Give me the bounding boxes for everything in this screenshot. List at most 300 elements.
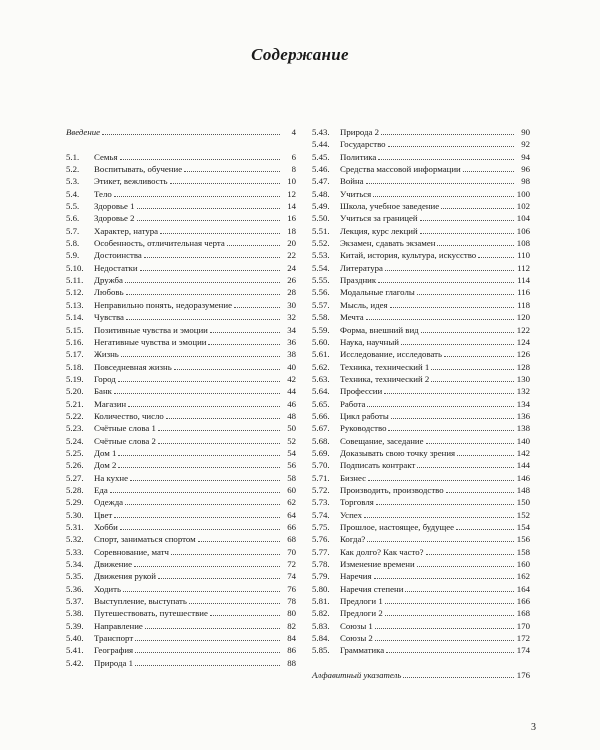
- toc-entry-text: Техника, технический 1: [340, 361, 430, 372]
- toc-entry[interactable]: [312, 151, 530, 163]
- leader-dots: [135, 632, 280, 641]
- toc-entry-page: 118: [517, 299, 530, 310]
- toc-entry-page: 170: [516, 620, 530, 631]
- toc-entry-text: Здоровье 1: [94, 201, 135, 212]
- toc-entry-page: 176: [516, 670, 530, 681]
- toc-entry[interactable]: [66, 324, 296, 336]
- toc-entry[interactable]: [312, 311, 530, 323]
- toc-entry-text: Воспитывать, обучение: [94, 164, 183, 175]
- toc-entry-page: 158: [516, 546, 530, 557]
- toc-entry-text: Путешествовать, путешествие: [94, 608, 208, 619]
- toc-entry[interactable]: [312, 225, 530, 237]
- toc-entry[interactable]: [312, 533, 530, 545]
- toc-entry[interactable]: [312, 447, 530, 459]
- leader-dots: [375, 620, 514, 629]
- toc-entry-text: Учиться за границей: [340, 213, 418, 224]
- toc-entry-page: 146: [516, 472, 530, 483]
- leader-dots: [135, 657, 280, 666]
- toc-right-list: [312, 126, 530, 657]
- toc-entry-text: Успех: [340, 509, 362, 520]
- leader-dots: [126, 311, 280, 320]
- toc-entry-page: 6: [291, 151, 296, 162]
- toc-entry[interactable]: [66, 175, 296, 187]
- toc-entry-text: Предлоги 1: [340, 596, 383, 607]
- toc-entry-text: Предлоги 2: [340, 608, 383, 619]
- toc-entry-number: 5.23.: [66, 423, 84, 434]
- toc-entry-page: 38: [287, 349, 296, 360]
- toc-entry[interactable]: [312, 558, 530, 570]
- toc-entry-text: Союзы 2: [340, 633, 373, 644]
- toc-entry[interactable]: [312, 509, 530, 521]
- toc-entry[interactable]: [66, 410, 296, 422]
- toc-entry-page: 42: [287, 373, 296, 384]
- toc-entry-number: 5.5.: [66, 201, 80, 212]
- toc-entry-page: 120: [516, 312, 530, 323]
- leader-dots: [375, 632, 514, 641]
- toc-entry[interactable]: [312, 435, 530, 447]
- toc-entry[interactable]: [66, 632, 296, 644]
- toc-entry-number: 5.70.: [312, 460, 330, 471]
- leader-dots: [144, 249, 280, 258]
- leader-dots: [378, 151, 514, 160]
- toc-entry-text: Направление: [94, 620, 143, 631]
- toc-entry[interactable]: [66, 472, 296, 484]
- toc-entry-text: Этикет, вежливость: [94, 176, 168, 187]
- leader-dots: [367, 398, 514, 407]
- leader-dots: [160, 225, 280, 234]
- toc-entry[interactable]: [312, 410, 530, 422]
- toc-entry-page: 60: [287, 484, 296, 495]
- toc-entry-page: 92: [521, 139, 530, 150]
- toc-entry[interactable]: [66, 274, 296, 286]
- toc-entry-number: 5.26.: [66, 460, 84, 471]
- toc-entry-number: 5.14.: [66, 312, 84, 323]
- toc-entry-number: 5.75.: [312, 522, 330, 532]
- leader-dots: [390, 299, 514, 308]
- toc-entry-page: 126: [516, 349, 530, 360]
- toc-entry-text: Когда?: [340, 534, 366, 545]
- leader-dots: [456, 521, 514, 530]
- toc-entry-page: 136: [516, 410, 530, 421]
- toc-entry-page: 100: [516, 188, 530, 199]
- toc-entry[interactable]: [66, 644, 296, 656]
- leader-dots: [110, 484, 280, 493]
- toc-entry[interactable]: [66, 546, 296, 558]
- toc-entry-text: Средства массовой информации: [340, 164, 461, 175]
- toc-entry-text: Изменение времени: [340, 559, 415, 570]
- toc-entry-page: 62: [287, 497, 296, 508]
- leader-dots: [121, 348, 280, 357]
- toc-entry-number: 5.85.: [312, 645, 330, 656]
- toc-entry-text: Жизнь: [94, 349, 119, 360]
- toc-entry[interactable]: [66, 237, 296, 249]
- toc-entry-number: 5.16.: [66, 336, 84, 347]
- leader-dots: [120, 521, 280, 530]
- leader-dots: [174, 361, 280, 370]
- toc-entry[interactable]: [66, 336, 296, 348]
- toc-entry-page: 56: [287, 460, 296, 471]
- toc-entry-page: 156: [516, 534, 530, 545]
- leader-dots: [374, 570, 514, 579]
- toc-entry[interactable]: [66, 657, 296, 669]
- toc-entry[interactable]: [312, 200, 530, 212]
- toc-entry[interactable]: [312, 249, 530, 261]
- toc-entry-number: 5.13.: [66, 299, 84, 310]
- toc-entry-page: 154: [516, 522, 530, 532]
- toc-entry[interactable]: [66, 558, 296, 570]
- toc-entry[interactable]: [312, 398, 530, 410]
- toc-entry-number: 5.17.: [66, 349, 84, 360]
- toc-left-list: [66, 151, 296, 669]
- toc-entry-text: Работа: [340, 398, 366, 409]
- toc-entry-number: 5.61.: [312, 349, 330, 360]
- toc-entry-text: Прошлое, настоящее, будущее: [340, 522, 455, 532]
- toc-entry-text: Экзамен, сдавать экзамен: [340, 238, 436, 249]
- toc-entry[interactable]: [312, 583, 530, 595]
- toc-entry[interactable]: [66, 299, 296, 311]
- toc-entry[interactable]: [312, 632, 530, 644]
- toc-entry-page: 134: [516, 398, 530, 409]
- leader-dots: [210, 607, 280, 616]
- toc-entry-page: 116: [517, 287, 530, 298]
- toc-entry-page: 64: [287, 509, 296, 520]
- toc-entry-number: 5.77.: [312, 546, 330, 557]
- toc-entry-page: 22: [287, 250, 296, 261]
- leader-dots: [381, 126, 514, 135]
- toc-entry[interactable]: [66, 212, 296, 224]
- toc-entry-number: 5.43.: [312, 127, 330, 137]
- leader-dots: [366, 311, 514, 320]
- leader-dots: [102, 126, 280, 135]
- toc-entry[interactable]: [312, 459, 530, 471]
- toc-entry[interactable]: [312, 262, 530, 274]
- toc-entry-page: 18: [287, 225, 296, 236]
- toc-entry-text: Подписать контракт: [340, 460, 416, 471]
- leader-dots: [118, 459, 280, 468]
- toc-entry[interactable]: [312, 336, 530, 348]
- toc-entry[interactable]: [66, 225, 296, 237]
- toc-entry-number: 5.22.: [66, 410, 84, 421]
- toc-entry-page: 70: [287, 546, 296, 557]
- toc-entry-page: 84: [287, 633, 296, 644]
- toc-entry-text: Здоровье 2: [94, 213, 135, 224]
- toc-entry-text: Дом 2: [94, 460, 117, 471]
- toc-entry[interactable]: [66, 496, 296, 508]
- toc-entry-intro[interactable]: [66, 126, 296, 138]
- toc-entry[interactable]: [66, 484, 296, 496]
- toc-entry[interactable]: [312, 324, 530, 336]
- toc-entry[interactable]: [66, 262, 296, 274]
- toc-entry[interactable]: [312, 496, 530, 508]
- leader-dots: [364, 509, 514, 518]
- toc-left-column: [66, 126, 296, 669]
- toc-entry-text: Руководство: [340, 423, 387, 434]
- leader-dots: [417, 558, 514, 567]
- toc-entry[interactable]: [312, 237, 530, 249]
- toc-entry[interactable]: [312, 570, 530, 582]
- toc-entry-page: 52: [287, 435, 296, 446]
- toc-entry[interactable]: [66, 607, 296, 619]
- toc-entry[interactable]: [66, 398, 296, 410]
- toc-entry[interactable]: [66, 151, 296, 163]
- toc-entry[interactable]: [312, 274, 530, 286]
- toc-entry[interactable]: [66, 361, 296, 373]
- toc-entry-number: 5.35.: [66, 571, 84, 582]
- toc-entry[interactable]: [312, 188, 530, 200]
- toc-entry[interactable]: [66, 533, 296, 545]
- toc-entry-number: 5.62.: [312, 361, 330, 372]
- leader-dots: [401, 336, 514, 345]
- leader-dots: [386, 644, 514, 653]
- leader-dots: [128, 398, 280, 407]
- toc-entry-text: Недостатки: [94, 262, 138, 273]
- leader-dots: [114, 509, 280, 518]
- leader-dots: [457, 447, 514, 456]
- toc-entry-number: 5.66.: [312, 410, 330, 421]
- toc-entry-text: Тело: [94, 188, 112, 199]
- toc-entry-number: 5.84.: [312, 633, 330, 644]
- toc-entry[interactable]: [66, 163, 296, 175]
- toc-entry-number: 5.54.: [312, 262, 330, 273]
- toc-entry-text: Соревнование, матч: [94, 546, 169, 557]
- spacer: [312, 657, 530, 669]
- toc-entry-page: 20: [287, 238, 296, 249]
- toc-entry-number: 5.67.: [312, 423, 330, 434]
- toc-entry-page: 104: [516, 213, 530, 224]
- toc-entry-number: 5.20.: [66, 386, 84, 397]
- toc-entry-page: 78: [287, 596, 296, 607]
- toc-entry[interactable]: [66, 435, 296, 447]
- leader-dots: [158, 435, 280, 444]
- toc-entry-text: Война: [340, 176, 364, 187]
- toc-entry[interactable]: [66, 570, 296, 582]
- toc-entry-number: 5.55.: [312, 275, 330, 286]
- toc-entry-page: 30: [287, 299, 296, 310]
- leader-dots: [478, 249, 514, 258]
- toc-entry-number: 5.28.: [66, 484, 84, 495]
- toc-entry-number: 5.18.: [66, 361, 84, 372]
- toc-entry-page: 138: [516, 423, 530, 434]
- toc-entry-number: 5.69.: [312, 447, 330, 458]
- toc-entry[interactable]: [312, 484, 530, 496]
- toc-entry-number: 5.48.: [312, 188, 330, 199]
- toc-entry-page: 166: [516, 596, 530, 607]
- toc-entry-text: Семья: [94, 151, 118, 162]
- toc-entry[interactable]: [66, 422, 296, 434]
- toc-entry[interactable]: [312, 595, 530, 607]
- toc-entry[interactable]: [312, 373, 530, 385]
- toc-entry[interactable]: [312, 607, 530, 619]
- toc-entry-text: Политика: [340, 151, 377, 162]
- toc-entry-page: 130: [516, 373, 530, 384]
- leader-dots: [125, 274, 280, 283]
- toc-entry[interactable]: [66, 311, 296, 323]
- toc-entry-number: 5.76.: [312, 534, 330, 545]
- toc-entry-number: 5.12.: [66, 287, 84, 298]
- toc-entry-number: 5.44.: [312, 139, 330, 150]
- toc-entry-page: 90: [521, 127, 530, 137]
- toc-entry-text: Грамматика: [340, 645, 385, 656]
- toc-entry-number: 5.3.: [66, 176, 80, 187]
- toc-entry[interactable]: [312, 361, 530, 373]
- toc-entry-page: 150: [516, 497, 530, 508]
- leader-dots: [166, 410, 280, 419]
- toc-entry[interactable]: [312, 546, 530, 558]
- toc-entry-page: 66: [287, 522, 296, 532]
- leader-dots: [126, 286, 280, 295]
- toc-entry[interactable]: [66, 286, 296, 298]
- toc-entry-text: Характер, натура: [94, 225, 159, 236]
- toc-entry[interactable]: [312, 163, 530, 175]
- toc-entry-number: 5.15.: [66, 324, 84, 335]
- toc-entry-text: Алфавитный указатель: [312, 670, 402, 681]
- toc-entry-text: Позитивные чувства и эмоции: [94, 324, 208, 335]
- toc-entry[interactable]: [312, 175, 530, 187]
- toc-entry-number: 5.56.: [312, 287, 330, 298]
- toc-entry[interactable]: [66, 595, 296, 607]
- toc-entry-text: Государство: [340, 139, 386, 150]
- toc-entry-page: 132: [516, 386, 530, 397]
- leader-dots: [368, 472, 514, 481]
- toc-entry-number: 5.30.: [66, 509, 84, 520]
- toc-entry-page: 148: [516, 484, 530, 495]
- toc-entry[interactable]: [66, 509, 296, 521]
- leader-dots: [417, 286, 514, 295]
- leader-dots: [135, 644, 280, 653]
- toc-entry-page: 26: [287, 275, 296, 286]
- toc-entry-page: 142: [516, 447, 530, 458]
- toc-entry-text: Чувства: [94, 312, 124, 323]
- toc-entry-text: Негативные чувства и эмоции: [94, 336, 207, 347]
- toc-entry-number: 5.45.: [312, 151, 330, 162]
- toc-entry-number: 5.79.: [312, 571, 330, 582]
- leader-dots: [463, 163, 514, 172]
- toc-entry-page: 8: [291, 164, 296, 175]
- toc-entry-page: 86: [287, 645, 296, 656]
- toc-entry[interactable]: [312, 126, 530, 138]
- toc-entry[interactable]: [312, 422, 530, 434]
- toc-entry-page: 112: [517, 262, 530, 273]
- toc-entry[interactable]: [312, 138, 530, 150]
- toc-entry-page: 88: [287, 657, 296, 668]
- toc-entry-number: 5.41.: [66, 645, 84, 656]
- toc-entry-page: 12: [287, 188, 296, 199]
- toc-entry-text: Модальные глаголы: [340, 287, 415, 298]
- toc-entry[interactable]: [66, 447, 296, 459]
- toc-entry-text: Ходить: [94, 583, 121, 594]
- toc-entry-number: 5.51.: [312, 225, 330, 236]
- toc-entry-number: 5.83.: [312, 620, 330, 631]
- toc-entry-number: 5.73.: [312, 497, 330, 508]
- leader-dots: [403, 669, 514, 678]
- toc-entry-number: 5.37.: [66, 596, 84, 607]
- leader-dots: [137, 200, 280, 209]
- toc-entry[interactable]: [66, 620, 296, 632]
- toc-entry-page: 28: [287, 287, 296, 298]
- toc-entry[interactable]: [66, 521, 296, 533]
- leader-dots: [134, 558, 280, 567]
- toc-entry[interactable]: [312, 644, 530, 656]
- toc-entry-page: 106: [516, 225, 530, 236]
- toc-entry-text: Школа, учебное заведение: [340, 201, 440, 212]
- toc-entry-text: Бизнес: [340, 472, 366, 483]
- toc-entry[interactable]: [66, 373, 296, 385]
- toc-entry-page: 110: [517, 250, 530, 261]
- toc-entry-page: 152: [516, 509, 530, 520]
- toc-entry[interactable]: [312, 286, 530, 298]
- toc-entry-number: 5.68.: [312, 435, 330, 446]
- toc-entry[interactable]: [312, 299, 530, 311]
- leader-dots: [385, 607, 514, 616]
- toc-entry-page: 128: [516, 361, 530, 372]
- toc-entry-page: 124: [516, 336, 530, 347]
- toc-entry-number: 5.59.: [312, 324, 330, 335]
- toc-entry[interactable]: [312, 212, 530, 224]
- toc-entry-number: 5.4.: [66, 188, 80, 199]
- toc-entry[interactable]: [66, 200, 296, 212]
- toc-entry-text: Дружба: [94, 275, 123, 286]
- toc-entry-text: Форма, внешний вид: [340, 324, 419, 335]
- toc-entry-number: 5.63.: [312, 373, 330, 384]
- toc-entry[interactable]: [312, 385, 530, 397]
- toc-entry-number: 5.58.: [312, 312, 330, 323]
- leader-dots: [198, 533, 280, 542]
- toc-entry-number: 5.64.: [312, 386, 330, 397]
- leader-dots: [376, 496, 514, 505]
- toc-entry[interactable]: [312, 348, 530, 360]
- toc-entry-index[interactable]: [312, 669, 530, 681]
- leader-dots: [123, 583, 280, 592]
- leader-dots: [234, 299, 280, 308]
- leader-dots: [118, 373, 280, 382]
- toc-entry-number: 5.74.: [312, 509, 330, 520]
- toc-entry[interactable]: [66, 385, 296, 397]
- toc-entry-text: Спорт, заниматься спортом: [94, 534, 196, 545]
- toc-entry[interactable]: [66, 459, 296, 471]
- toc-entry-page: 174: [516, 645, 530, 656]
- leader-dots: [426, 546, 514, 555]
- toc-entry-number: 5.8.: [66, 238, 80, 249]
- leader-dots: [137, 212, 280, 221]
- toc-entry-text: Хобби: [94, 522, 118, 532]
- toc-entry-text: Как долго? Как часто?: [340, 546, 424, 557]
- leader-dots: [118, 447, 280, 456]
- toc-right-column: [312, 126, 530, 681]
- toc-entry-text: Счётные слова 2: [94, 435, 156, 446]
- toc-entry[interactable]: [66, 583, 296, 595]
- toc-entry-page: 58: [287, 472, 296, 483]
- toc-entry-page: 32: [287, 312, 296, 323]
- leader-dots: [158, 570, 280, 579]
- toc-entry-number: 5.36.: [66, 583, 84, 594]
- leader-dots: [158, 422, 280, 431]
- toc-entry-number: 5.72.: [312, 484, 330, 495]
- spacer: [66, 138, 296, 150]
- toc-entry-number: 5.78.: [312, 559, 330, 570]
- toc-entry[interactable]: [312, 521, 530, 533]
- toc-entry[interactable]: [66, 348, 296, 360]
- leader-dots: [385, 595, 514, 604]
- toc-entry-number: 5.49.: [312, 201, 330, 212]
- toc-entry-number: 5.80.: [312, 583, 330, 594]
- toc-entry[interactable]: [66, 249, 296, 261]
- toc-entry[interactable]: [312, 620, 530, 632]
- toc-entry-page: 68: [287, 534, 296, 545]
- toc-entry-number: 5.2.: [66, 164, 80, 175]
- toc-entry-text: Союзы 1: [340, 620, 373, 631]
- toc-entry[interactable]: [66, 188, 296, 200]
- toc-entry[interactable]: [312, 472, 530, 484]
